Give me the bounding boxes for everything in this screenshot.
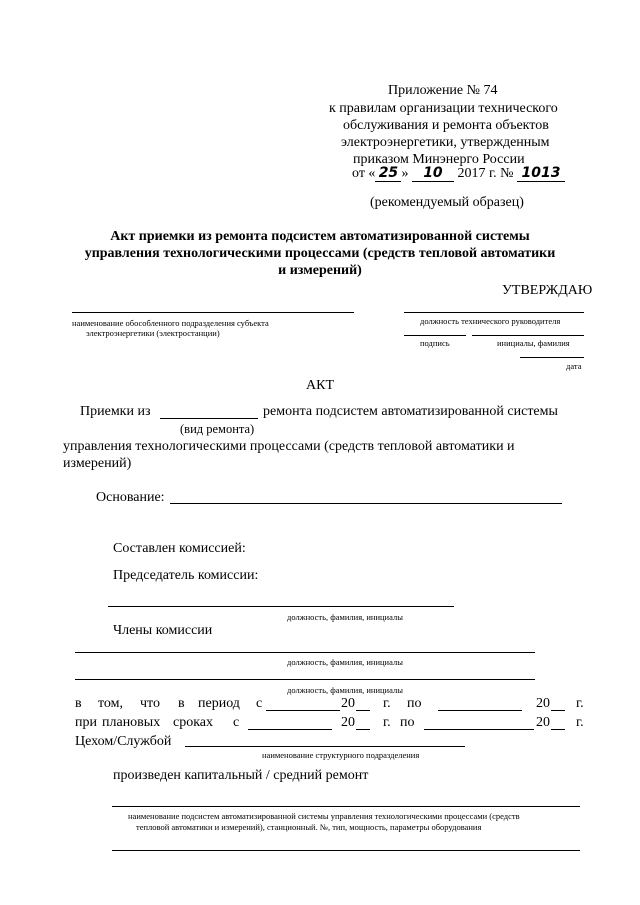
signature-caption: подпись	[420, 338, 450, 348]
title-line-1: Акт приемки из ремонта подсистем автоматизированной системы	[110, 229, 530, 244]
period-po: по	[407, 696, 422, 711]
members-label: Члены комиссии	[113, 623, 213, 638]
period-from-g: г.	[383, 696, 391, 711]
appendix-rules-line: к правилам организации технического	[329, 101, 558, 116]
workshop-line	[185, 746, 465, 747]
act-heading: АКТ	[306, 378, 334, 393]
member-caption-2: должность, фамилия, инициалы	[287, 685, 403, 695]
appendix-number: Приложение № 74	[388, 83, 498, 98]
date-prefix: от «	[352, 166, 376, 181]
planned-from-line	[248, 729, 332, 730]
position-caption: должность технического руководителя	[420, 316, 561, 326]
member-caption-1: должность, фамилия, инициалы	[287, 657, 403, 667]
period-word-6: с	[256, 696, 263, 711]
year-text: 2017 г. №	[457, 166, 514, 181]
planned-word-3: сроках	[173, 715, 214, 730]
workshop-caption: наименование структурного подразделения	[262, 750, 420, 760]
date-caption: дата	[566, 361, 582, 371]
period-from-line	[266, 710, 340, 711]
subsystem-caption-1: наименование подсистем автоматизированной системы управления технологическими процессами (средств	[128, 811, 520, 821]
act-line-1-end: ремонта подсистем автоматизированной системы	[263, 404, 558, 419]
repair-done-label: произведен капитальный / средний ремонт	[113, 768, 369, 783]
organization-caption-2: электроэнергетики (электростанции)	[86, 328, 220, 338]
handwritten-month: 10	[412, 165, 454, 182]
composed-label: Составлен комиссией:	[113, 541, 246, 556]
period-word-2: том,	[98, 696, 124, 711]
handwritten-day: 25	[375, 165, 401, 182]
period-word-5: период	[198, 696, 240, 711]
period-from-year: 20	[341, 696, 355, 711]
sample-note: (рекомендуемый образец)	[370, 195, 524, 210]
title-line-3: и измерений)	[278, 263, 362, 278]
act-line-2: управления технологическими процессами (средств тепловой автоматики и	[63, 439, 515, 454]
name-caption: инициалы, фамилия	[497, 338, 570, 348]
period-from-year-line	[356, 710, 370, 711]
planned-word-2: плановых	[102, 715, 161, 730]
period-to-line	[438, 710, 522, 711]
period-to-year: 20	[536, 696, 550, 711]
planned-to-g: г.	[576, 715, 584, 730]
planned-from-year-line	[356, 729, 370, 730]
act-line-3: измерений)	[63, 456, 132, 471]
appendix-maintenance-line: обслуживания и ремонта объектов	[343, 118, 549, 133]
planned-word-1: при	[75, 715, 97, 730]
appendix-date-row	[352, 165, 565, 182]
member-line-2	[75, 679, 535, 680]
repair-type-caption: (вид ремонта)	[180, 422, 255, 436]
period-to-g: г.	[576, 696, 584, 711]
basis-line	[170, 503, 562, 504]
period-to-year-line	[551, 710, 565, 711]
date-line	[520, 357, 584, 358]
planned-po: по	[400, 715, 415, 730]
planned-to-line	[424, 729, 534, 730]
period-word-3: что	[140, 696, 160, 711]
subsystem-line-2	[112, 850, 580, 851]
title-line-2: управления технологическими процессами (средств тепловой автоматики	[84, 246, 556, 261]
appendix-electro-line: электроэнергетики, утвержденным	[341, 135, 550, 150]
workshop-label: Цехом/Службой	[75, 734, 172, 749]
chairman-caption: должность, фамилия, инициалы	[287, 612, 403, 622]
subsystem-line	[112, 806, 580, 807]
planned-from-g: г.	[383, 715, 391, 730]
subsystem-caption-2: тепловой автоматики и измерений), станционный. №, тип, мощность, параметры оборудования	[136, 822, 482, 832]
act-line-1-start: Приемки из	[80, 404, 151, 419]
planned-to-year: 20	[536, 715, 550, 730]
signature-line	[404, 335, 466, 336]
planned-from-year: 20	[341, 715, 355, 730]
position-line	[404, 312, 584, 313]
handwritten-number: 1013	[517, 165, 565, 182]
date-mid: »	[401, 166, 409, 181]
basis-label: Основание:	[96, 490, 165, 505]
chairman-label: Председатель комиссии:	[113, 568, 259, 583]
planned-to-year-line	[551, 729, 565, 730]
period-word-4: в	[178, 696, 185, 711]
member-line-1	[75, 652, 535, 653]
repair-type-line	[160, 418, 258, 419]
approve-label: УТВЕРЖДАЮ	[502, 283, 593, 298]
organization-caption-1: наименование обособленного подразделения субъекта	[72, 318, 269, 328]
name-line	[472, 335, 584, 336]
chairman-line	[108, 606, 454, 607]
appendix-order-line: приказом Минэнерго России	[353, 152, 525, 167]
planned-word-4: с	[233, 715, 240, 730]
period-word-1: в	[75, 696, 82, 711]
organization-line	[72, 312, 354, 313]
